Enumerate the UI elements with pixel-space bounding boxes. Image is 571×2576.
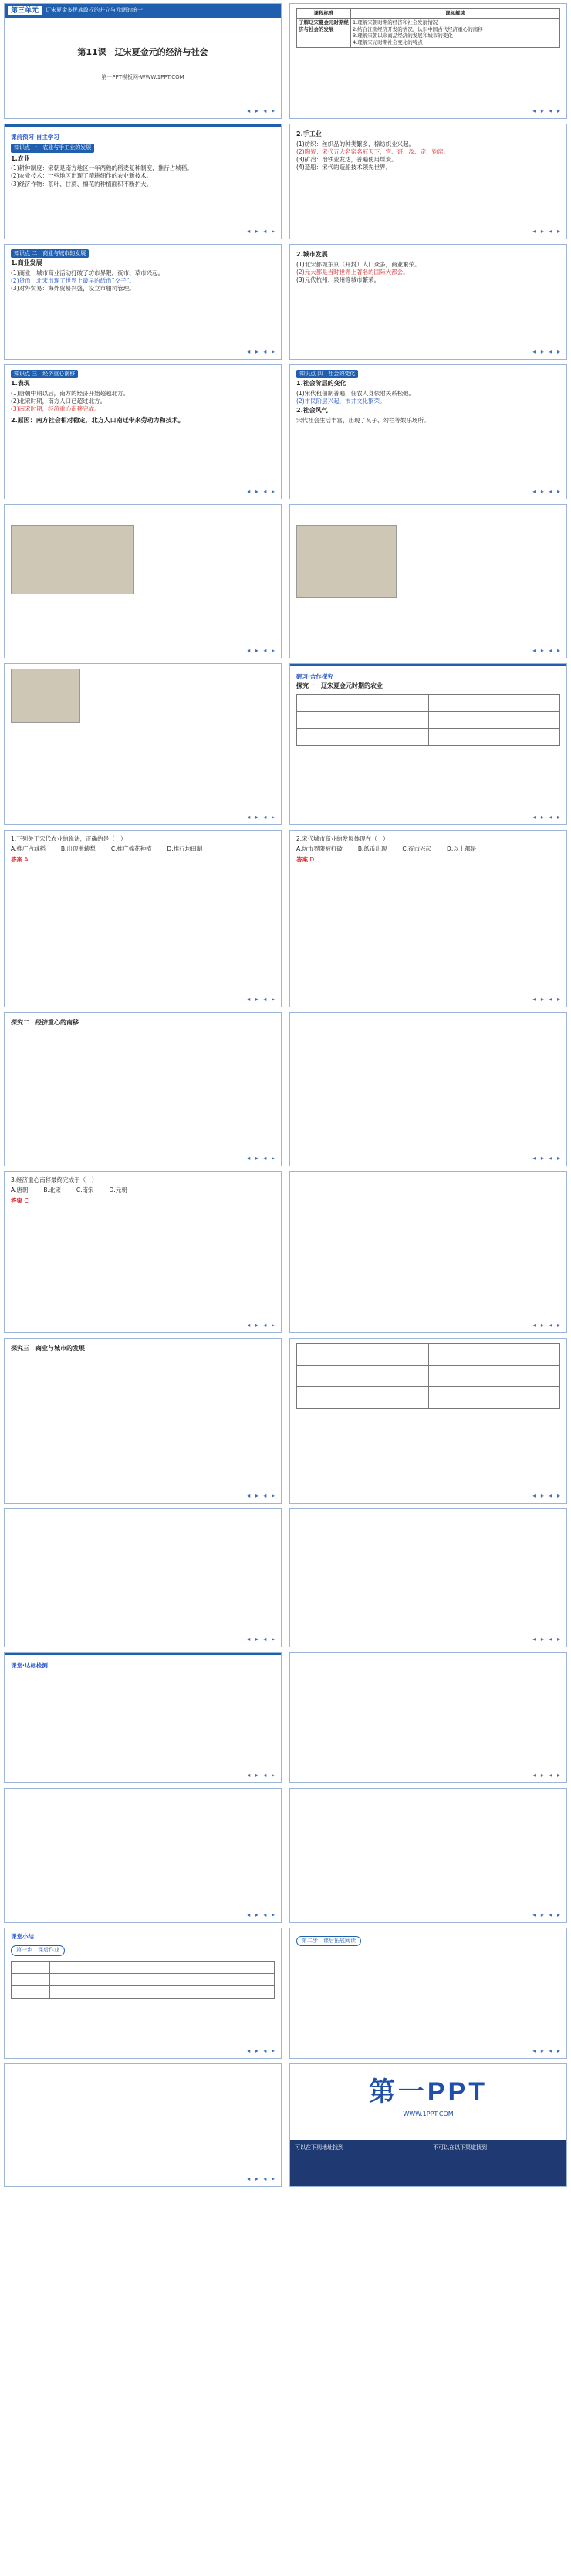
homework-pill[interactable]: 第一步 课后作业 bbox=[11, 1945, 65, 1955]
page-dots: ◂ ▸ ◂ ▸ bbox=[532, 814, 562, 821]
south-line: (2)北宋时期，南方人口已超过北方。 bbox=[11, 398, 106, 405]
summary-table bbox=[11, 1961, 275, 1999]
map-image bbox=[11, 669, 80, 723]
slide-brand bbox=[289, 2063, 567, 2187]
page-dots: ◂ ▸ ◂ ▸ bbox=[532, 107, 562, 115]
slide-image-1 bbox=[4, 504, 282, 658]
answer-label: 答案 bbox=[296, 856, 308, 864]
page-dots: ◂ ▸ ◂ ▸ bbox=[532, 1636, 562, 1643]
quiz-option[interactable]: C.推广棉花种植 bbox=[110, 845, 152, 853]
answer-value: D bbox=[309, 856, 315, 864]
commerce-heading: 1.商业发展 bbox=[11, 259, 42, 267]
page-dots: ◂ ▸ ◂ ▸ bbox=[247, 1492, 276, 1500]
slide-research-2 bbox=[289, 663, 567, 825]
quiz-option[interactable]: C.南宋 bbox=[76, 1186, 94, 1194]
artifact-image bbox=[296, 525, 397, 598]
slide-cities bbox=[289, 244, 567, 360]
quiz-option[interactable]: B.北宋 bbox=[43, 1186, 61, 1194]
slide-research-1 bbox=[4, 663, 282, 825]
page-dots: ◂ ▸ ◂ ▸ bbox=[532, 1772, 562, 1779]
standard-item: 1.理解宋朝时期的经济和社会发展情况 bbox=[353, 19, 438, 25]
south-line: (1)唐朝中期以后，南方的经济开始超越北方。 bbox=[11, 390, 130, 398]
quiz-question: 3.经济重心南移最终完成于（ ） bbox=[11, 1176, 98, 1183]
explore2-heading: 探究二 经济重心的南移 bbox=[11, 1019, 79, 1026]
slide-quiz-3b bbox=[289, 1171, 567, 1333]
page-dots: ◂ ▸ ◂ ▸ bbox=[247, 1636, 276, 1643]
page-dots: ◂ ▸ ◂ ▸ bbox=[532, 996, 562, 1004]
quiz-option[interactable]: B.出现曲辕犁 bbox=[60, 845, 96, 853]
page-dots: ◂ ▸ ◂ ▸ bbox=[247, 647, 276, 655]
slide-standards bbox=[289, 3, 567, 119]
page-dots: ◂ ▸ ◂ ▸ bbox=[532, 647, 562, 655]
slide-quiz-2 bbox=[289, 830, 567, 1007]
slide-summary bbox=[4, 1928, 282, 2059]
page-dots: ◂ ▸ ◂ ▸ bbox=[247, 996, 276, 1004]
slide-title bbox=[4, 3, 282, 119]
answer-label: 答案 bbox=[11, 856, 22, 864]
unit-banner bbox=[5, 4, 281, 18]
commerce-line: (2)货币：北宋出现了世界上最早的纸币“交子”。 bbox=[11, 277, 135, 285]
slide-south-shift bbox=[4, 364, 282, 499]
city-line: (3)元代杭州、泉州等城市繁荣。 bbox=[296, 276, 380, 284]
quiz-option[interactable]: C.夜市兴起 bbox=[402, 845, 432, 853]
quiz-option[interactable]: D.元朝 bbox=[109, 1186, 127, 1194]
agri-heading: 1.农业 bbox=[11, 154, 30, 162]
standard-item: 4.理解宋元时期社会变化的特点 bbox=[353, 39, 423, 46]
unit-label: 第三单元 bbox=[8, 6, 42, 15]
quiz-option[interactable]: A.推广占城稻 bbox=[11, 845, 46, 853]
society-line: (2)市民阶层兴起，市井文化繁荣。 bbox=[296, 398, 386, 405]
painting-image bbox=[11, 525, 134, 594]
page-dots: ◂ ▸ ◂ ▸ bbox=[532, 1155, 562, 1163]
brand-right-caption: 不可以在以下渠道找到 bbox=[433, 2144, 487, 2151]
slide-end-a bbox=[4, 2063, 282, 2187]
page-dots: ◂ ▸ ◂ ▸ bbox=[247, 1155, 276, 1163]
agri-line: (1)耕种制度：宋朝是南方地区一年两熟的稻麦复种制度，推行占城稻。 bbox=[11, 164, 193, 172]
lesson-title: 第11课 辽宋夏金元的经济与社会 bbox=[77, 47, 208, 57]
page-dots: ◂ ▸ ◂ ▸ bbox=[247, 2175, 276, 2183]
unit-title: 辽宋夏金多民族政权的并立与元朝的统一 bbox=[46, 7, 144, 14]
craft-line: (1)纺织：丝织品的种类繁多，棉纺织业兴起。 bbox=[296, 140, 415, 147]
pre-study-heading: 课前预习·自主学习 bbox=[11, 134, 59, 140]
answer-value: A bbox=[24, 856, 29, 864]
standards-head-2: 课标解读 bbox=[351, 9, 560, 19]
slide-extra-b bbox=[289, 1788, 567, 1923]
practice-heading: 课堂·达标检测 bbox=[11, 1662, 48, 1669]
slide-reading bbox=[289, 1928, 567, 2059]
quiz-question: 2.宋代城市商业的发展体现在（ ） bbox=[296, 835, 389, 842]
point1-tag: 知识点 一 农业与手工业的发展 bbox=[11, 144, 94, 152]
agri-line: (3)经济作物：茶叶、甘蔗、棉花的种植面积不断扩大。 bbox=[11, 180, 153, 188]
craft-line: (3)矿冶：冶铁业发达，普遍使用煤炭。 bbox=[296, 156, 397, 164]
standards-head-1: 课程标准 bbox=[297, 9, 351, 19]
page-dots: ◂ ▸ ◂ ▸ bbox=[532, 348, 562, 356]
brand-logo: 第一PPT bbox=[368, 2077, 488, 2107]
quiz-question: 1.下列关于宋代农业的说法，正确的是（ ） bbox=[11, 835, 127, 842]
research-heading: 研习·合作探究 bbox=[296, 673, 333, 680]
point2-tag: 知识点 二 商业与城市的发展 bbox=[11, 249, 89, 258]
slide-check-a bbox=[4, 1652, 282, 1783]
page-dots: ◂ ▸ ◂ ▸ bbox=[247, 1772, 276, 1779]
slide-image-2 bbox=[289, 504, 567, 658]
slide-explore-2 bbox=[4, 1012, 282, 1166]
page-dots: ◂ ▸ ◂ ▸ bbox=[247, 348, 276, 356]
summary-heading: 课堂小结 bbox=[11, 1933, 34, 1940]
craft-heading: 2.手工业 bbox=[296, 130, 322, 137]
page-dots: ◂ ▸ ◂ ▸ bbox=[532, 1492, 562, 1500]
standard-item: 3.理解宋朝以来商品经济的发展和城市的变化 bbox=[353, 32, 453, 39]
craft-line: (2)陶瓷：宋代五大名窑名冠天下，官、哥、汝、定、钧窑。 bbox=[296, 147, 450, 155]
society-line: (1)宋代租佃制普遍，佃农人身依附关系松弛。 bbox=[296, 390, 415, 398]
point3-tag: 知识点 三 经济重心南移 bbox=[11, 370, 78, 378]
reading-pill[interactable]: 第二步 课后拓展阅读 bbox=[296, 1936, 361, 1946]
slide-point1 bbox=[4, 124, 282, 239]
slide-explore-3 bbox=[4, 1338, 282, 1504]
brand-site[interactable]: WWW.1PPT.COM bbox=[403, 2110, 454, 2117]
quiz-option[interactable]: A.坊市界限被打破 bbox=[296, 845, 343, 853]
watermark-text: 第一PPT模板网-WWW.1PPT.COM bbox=[101, 73, 184, 80]
agri-line: (2)农业技术：一些地区出现了精耕细作的农业新技术。 bbox=[11, 172, 153, 180]
slide-practice-a bbox=[4, 1508, 282, 1647]
slide-extra-a bbox=[4, 1788, 282, 1923]
explore-table bbox=[296, 694, 560, 746]
slide-quiz-3 bbox=[4, 1171, 282, 1333]
answer-label: 答案 bbox=[11, 1197, 22, 1205]
slide-commerce bbox=[4, 244, 282, 360]
slide-society bbox=[289, 364, 567, 499]
slide-quiz-1 bbox=[4, 830, 282, 1007]
quiz-option[interactable]: A.唐朝 bbox=[11, 1186, 29, 1194]
page-dots: ◂ ▸ ◂ ▸ bbox=[247, 107, 276, 115]
brand-left-caption: 可以在下列地址找到 bbox=[295, 2144, 343, 2151]
page-dots: ◂ ▸ ◂ ▸ bbox=[247, 1911, 276, 1919]
society-heading: 1.社会阶层的变化 bbox=[296, 380, 346, 388]
point4-tag: 知识点 四 社会的变化 bbox=[296, 370, 358, 378]
slide-check-b bbox=[289, 1652, 567, 1783]
slide-practice-b bbox=[289, 1508, 567, 1647]
south-reason: 2.原因：南方社会相对稳定，北方人口南迁带来劳动力和技术。 bbox=[11, 416, 184, 424]
quiz-option[interactable]: D.推行均田制 bbox=[167, 845, 203, 853]
page-dots: ◂ ▸ ◂ ▸ bbox=[532, 488, 562, 496]
craft-line: (4)造船：宋代的造船技术领先世界。 bbox=[296, 164, 392, 171]
page-dots: ◂ ▸ ◂ ▸ bbox=[247, 814, 276, 821]
south-heading: 1.表现 bbox=[11, 380, 30, 388]
slide-explore-3b bbox=[289, 1338, 567, 1504]
quiz-option[interactable]: B.纸币出现 bbox=[357, 845, 387, 853]
slide-explore-2b bbox=[289, 1012, 567, 1166]
page-dots: ◂ ▸ ◂ ▸ bbox=[532, 1911, 562, 1919]
south-line: (3)南宋时期，经济重心南移完成。 bbox=[11, 405, 100, 413]
society-heading-2: 2.社会风气 bbox=[296, 407, 328, 415]
page-dots: ◂ ▸ ◂ ▸ bbox=[247, 1322, 276, 1329]
quiz-option[interactable]: D.以上都是 bbox=[447, 845, 477, 853]
page-dots: ◂ ▸ ◂ ▸ bbox=[532, 1322, 562, 1329]
explore1-heading: 探究一 辽宋夏金元时期的农业 bbox=[296, 682, 383, 690]
city-heading: 2.城市发展 bbox=[296, 251, 328, 258]
standard-item: 2.结合江南经济开发的情况，认识中国古代经济重心的南移 bbox=[353, 25, 483, 32]
society-line: 宋代社会生活丰富，出现了瓦子、勾栏等娱乐场所。 bbox=[296, 417, 430, 425]
slide-crafts bbox=[289, 124, 567, 239]
page-dots: ◂ ▸ ◂ ▸ bbox=[532, 228, 562, 235]
standards-table bbox=[296, 8, 560, 48]
city-line: (1)北宋都城东京（开封）人口众多，商业繁荣。 bbox=[296, 260, 421, 268]
page-dots: ◂ ▸ ◂ ▸ bbox=[247, 488, 276, 496]
explore3-table bbox=[296, 1343, 560, 1409]
standards-left: 了解辽宋夏金元时期经济与社会的发展 bbox=[297, 18, 351, 47]
city-line: (2)元大都是当时世界上著名的国际大都会。 bbox=[296, 268, 409, 276]
page-dots: ◂ ▸ ◂ ▸ bbox=[247, 228, 276, 235]
explore3-heading: 探究三 商业与城市的发展 bbox=[11, 1345, 85, 1352]
page-dots: ◂ ▸ ◂ ▸ bbox=[532, 2047, 562, 2055]
commerce-line: (1)商业：城市商业活动打破了坊市界限，夜市、草市兴起。 bbox=[11, 269, 164, 277]
answer-value: C bbox=[24, 1197, 29, 1205]
commerce-line: (3)对外贸易：海外贸易兴盛，设立市舶司管理。 bbox=[11, 285, 135, 293]
page-dots: ◂ ▸ ◂ ▸ bbox=[247, 2047, 276, 2055]
